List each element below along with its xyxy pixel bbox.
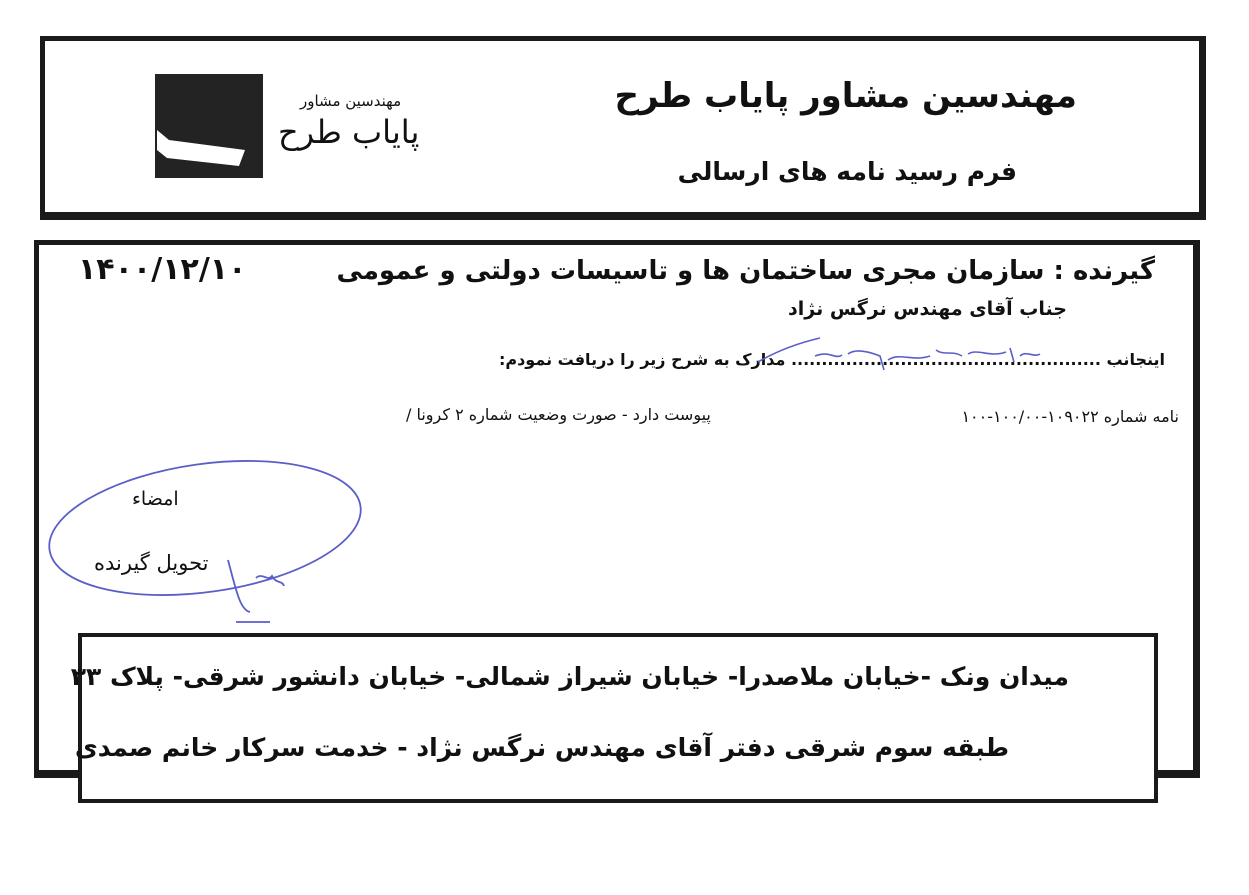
signature-label: امضاء (132, 488, 179, 510)
attachment-line: پیوست دارد - صورت وضعیت شماره ۲ کرونا / (406, 405, 711, 424)
address-line-2: طبقه سوم شرقی دفتر آقای مهندس نرگس نژاد - خدمت سرکار خانم صمدی (74, 733, 1009, 762)
company-title: مهندسین مشاور پایاب طرح (614, 76, 1077, 116)
recipient-line: گیرنده : سازمان مجری ساختمان ها و تاسیسات دولتی و عمومی (336, 256, 1155, 286)
letter-number: نامه شماره ۱۰۹۰۲۲-۱۰۰/۰۰-۱۰۰ (961, 407, 1179, 426)
handwritten-name (758, 338, 1040, 370)
undersigned-line: اینجانب ................................................... مدارک به شرح زیر را دریافت نمودم: (498, 350, 1165, 369)
signature-oval (41, 443, 370, 613)
address-box (78, 633, 1158, 803)
logo-text-large: پایاب طرح (278, 113, 420, 151)
logo-text-small: مهندسین مشاور (300, 92, 402, 110)
signature-scribble (228, 560, 284, 622)
form-title: فرم رسید نامه های ارسالی (677, 157, 1017, 186)
address-line-1: میدان ونک -خیابان ملاصدرا- خیابان شیراز شمالی- خیابان دانشور شرقی- پلاک ۳۳ (70, 662, 1069, 691)
receiver-label: تحویل گیرنده (94, 551, 209, 575)
attention-line: جناب آقای مهندس نرگس نژاد (788, 298, 1067, 320)
date: ۱۴۰۰/۱۲/۱۰ (78, 252, 247, 287)
